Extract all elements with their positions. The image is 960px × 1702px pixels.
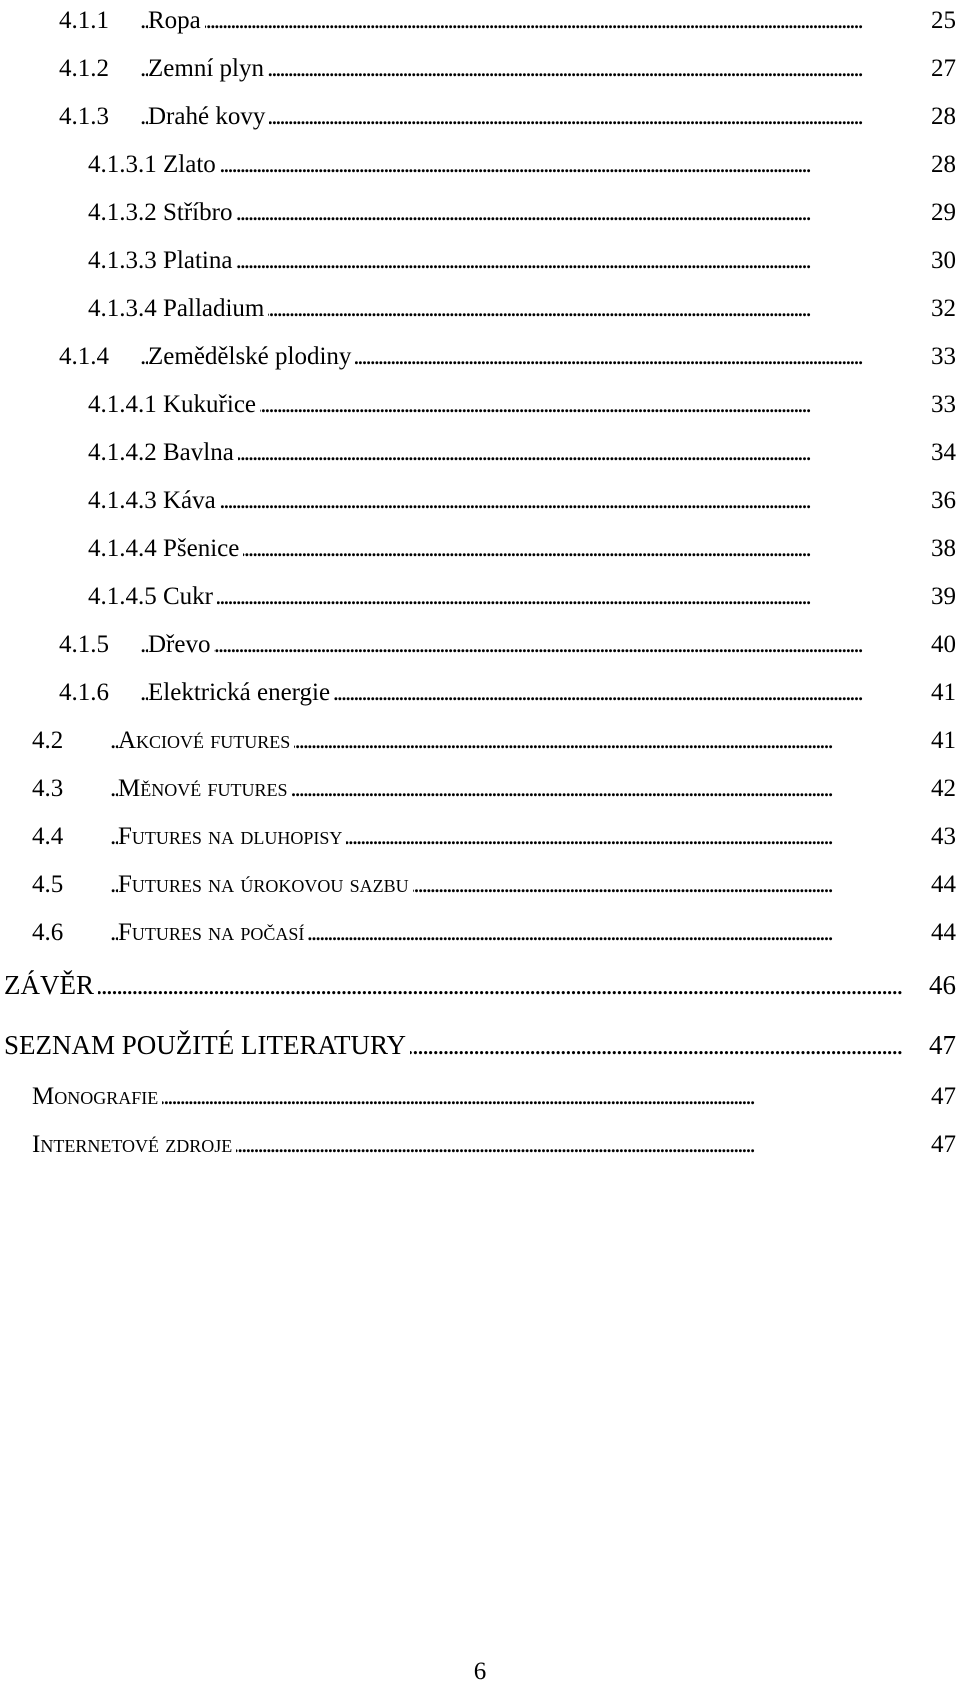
toc-entry-title: Měnové futures	[118, 771, 291, 807]
toc-entry-page: 47	[928, 1127, 956, 1163]
toc-entry-page: 43	[928, 819, 956, 855]
toc-dot-leader	[140, 627, 920, 663]
toc-entry[interactable]	[0, 339, 960, 375]
toc-entry-page: 32	[928, 291, 956, 327]
toc-entry[interactable]	[0, 1127, 960, 1163]
toc-entry-title: 4.1.3.3 Platina	[88, 243, 236, 279]
toc-entry-page: 33	[928, 339, 956, 375]
toc-entry-title: Zemědělské plodiny	[148, 339, 355, 375]
toc-entry-number: 4.2	[32, 727, 64, 754]
toc-entry-title: 4.1.4.5 Cukr	[88, 579, 217, 615]
toc-entry-number: 4.4	[32, 823, 64, 850]
toc-entry[interactable]	[0, 579, 960, 615]
toc-entry-page: 39	[928, 579, 956, 615]
toc-entry-page: 27	[928, 51, 956, 87]
toc-entry[interactable]	[0, 531, 960, 567]
toc-dot-leader	[4, 967, 920, 1003]
toc-entry-title: Ropa	[148, 3, 205, 39]
toc-dot-leader	[32, 1079, 920, 1115]
toc-entry-title: Dřevo	[148, 627, 214, 663]
toc-entry[interactable]	[0, 819, 960, 855]
toc-entry-number: 4.1.5	[59, 631, 109, 658]
toc-entry-page: 46	[926, 967, 956, 1003]
toc-entry-page: 30	[928, 243, 956, 279]
toc-entry-page: 33	[928, 387, 956, 423]
toc-entry[interactable]	[0, 771, 960, 807]
toc-entry-number: 4.1.6	[59, 679, 109, 706]
toc-entry[interactable]	[0, 483, 960, 519]
toc-entry-title: Futures na úrokovou sazbu	[118, 867, 413, 903]
toc-entry[interactable]	[0, 387, 960, 423]
toc-entry-title: 4.1.4.3 Káva	[88, 483, 220, 519]
toc-entry-title: 4.1.4.1 Kukuřice	[88, 387, 260, 423]
toc-entry[interactable]	[0, 3, 960, 39]
toc-entry-number: 4.1.3	[59, 103, 109, 130]
toc-entry-title: 4.1.3.2 Stříbro	[88, 195, 236, 231]
toc-entry-page: 41	[928, 675, 956, 711]
toc-entry[interactable]	[0, 675, 960, 711]
toc-entry[interactable]	[0, 147, 960, 183]
toc-entry-number: 4.1.1	[59, 7, 109, 34]
toc-entry-page: 36	[928, 483, 956, 519]
toc-entry[interactable]	[0, 291, 960, 327]
toc-entry[interactable]	[0, 243, 960, 279]
toc-entry-page: 47	[928, 1079, 956, 1115]
toc-entry-page: 44	[928, 915, 956, 951]
toc-entry-number: 4.1.2	[59, 55, 109, 82]
toc-entry-number: 4.1.4	[59, 343, 109, 370]
toc-entry-number: 4.6	[32, 919, 64, 946]
toc-entry[interactable]	[0, 99, 960, 135]
toc-entry-page: 25	[928, 3, 956, 39]
toc-entry-page: 42	[928, 771, 956, 807]
toc-entry-number: 4.3	[32, 775, 64, 802]
toc-entry[interactable]	[0, 867, 960, 903]
toc-entry-title: 4.1.3.4 Palladium	[88, 291, 268, 327]
toc-dot-leader	[140, 3, 920, 39]
toc-entry-page: 41	[928, 723, 956, 759]
toc-entry-title: 4.1.3.1 Zlato	[88, 147, 220, 183]
toc-entry-title: Futures na dluhopisy	[118, 819, 346, 855]
toc-entry[interactable]	[0, 435, 960, 471]
toc-entry-title: Drahé kovy	[148, 99, 269, 135]
toc-entry-title: Futures na počasí	[118, 915, 308, 951]
toc-entry-page: 38	[928, 531, 956, 567]
toc-entry-title: Akciové futures	[118, 723, 294, 759]
toc-entry-title: Monografie	[32, 1079, 162, 1115]
page-number: 6	[473, 1658, 487, 1685]
toc-entry[interactable]	[0, 1079, 960, 1115]
toc-entry-chapter[interactable]	[0, 1027, 960, 1063]
toc-entry-page: 40	[928, 627, 956, 663]
toc-entry-title: Internetové zdroje	[32, 1127, 236, 1163]
toc-entry-title: Zemní plyn	[148, 51, 268, 87]
toc-entry-number: 4.5	[32, 871, 64, 898]
toc-entry-title: 4.1.4.2 Bavlna	[88, 435, 238, 471]
toc-entry-title: SEZNAM POUŽITÉ LITERATURY	[4, 1027, 410, 1063]
toc-entry[interactable]	[0, 195, 960, 231]
toc-entry-chapter[interactable]	[0, 967, 960, 1003]
toc-entry-title: Elektrická energie	[148, 675, 334, 711]
toc-entry-page: 44	[928, 867, 956, 903]
toc-entry-title: ZÁVĚR	[4, 967, 98, 1003]
toc-entry-title: 4.1.4.4 Pšenice	[88, 531, 243, 567]
toc-entry-page: 28	[928, 147, 956, 183]
toc-entry-page: 47	[926, 1027, 956, 1063]
toc-entry-page: 29	[928, 195, 956, 231]
toc-entry[interactable]	[0, 51, 960, 87]
toc-entry-page: 34	[928, 435, 956, 471]
toc-entry-page: 28	[928, 99, 956, 135]
toc-entry[interactable]	[0, 627, 960, 663]
toc-entry[interactable]	[0, 915, 960, 951]
toc-entry[interactable]	[0, 723, 960, 759]
